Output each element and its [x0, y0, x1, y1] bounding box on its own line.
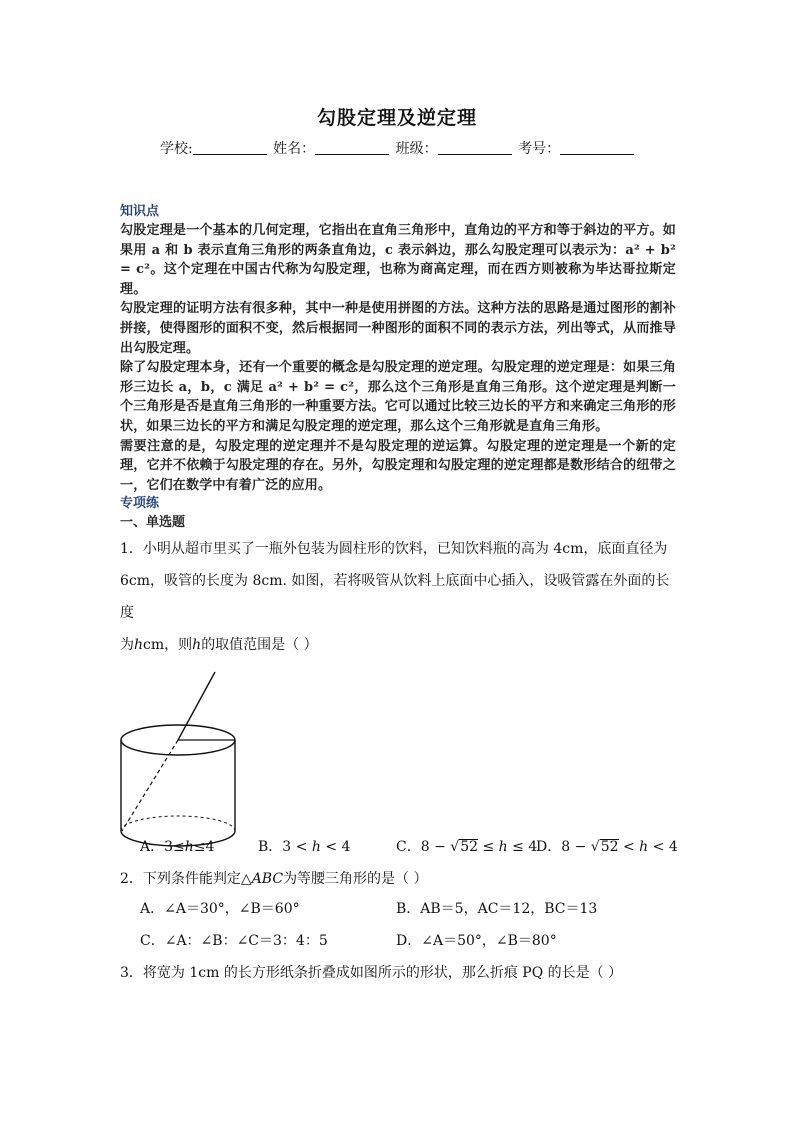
q2-option-b[interactable]: B．AB＝5，AC＝12，BC＝13 — [396, 901, 598, 918]
question-3 — [120, 958, 676, 988]
q1-text: 为 — [120, 637, 134, 654]
school-label: 学校: — [160, 141, 193, 157]
class-label: 班级： — [395, 141, 438, 157]
exam-number-blank[interactable] — [560, 140, 634, 155]
q1-var-h: h — [134, 637, 144, 654]
question-2-options-row-2 — [120, 926, 676, 956]
worksheet-content — [120, 203, 676, 988]
exam-number-label: 考号： — [518, 141, 561, 157]
knowledge-heading: 知识点 — [120, 204, 160, 219]
student-info-line — [160, 138, 636, 158]
q1-option-b[interactable]: B．3 < h < 4 — [258, 839, 351, 856]
question-1-line — [120, 629, 676, 661]
triangle-abc: △ABC — [240, 871, 284, 888]
sqrt-icon: √ — [590, 839, 600, 856]
q1-text: 的取值范围是（ ） — [201, 637, 318, 654]
q1-option-d[interactable]: D．8 − √52 < h < 4 — [536, 839, 678, 856]
q2-option-a[interactable]: A．∠A＝30°，∠B＝60° — [140, 901, 300, 918]
class-blank[interactable] — [438, 140, 512, 155]
question-2 — [120, 864, 676, 956]
cylinder-straw-figure — [112, 668, 252, 850]
cylinder-bottom-front — [121, 831, 235, 846]
practice-heading: 专项练 — [120, 496, 160, 512]
sqrt-icon: √ — [450, 839, 460, 856]
q1-var-h: h — [192, 637, 202, 654]
question-1-line: 6cm，吸管的长度为 8cm. 如图，若将吸管从饮料上底面中心插入，设吸管露在外面的长度 — [120, 573, 670, 622]
question-2-line: 2．下列条件能判定△ABC为等腰三角形的是（ ） — [120, 871, 428, 888]
page-title: 勾股定理及逆定理 — [316, 107, 477, 129]
radicand: 52 — [600, 839, 619, 856]
q2-option-c[interactable]: C．∠A：∠B：∠C＝3：4：5 — [140, 933, 328, 950]
question-3-line: 3．将宽为 1cm 的长方形纸条折叠成如图所示的形状，那么折痕 PQ 的长是（ ） — [120, 965, 623, 982]
radicand: 52 — [460, 839, 479, 856]
question-2-options-row-1 — [120, 894, 676, 924]
single-choice-heading: 一、单选题 — [120, 515, 186, 531]
q1-text: cm，则 — [143, 637, 193, 654]
name-blank[interactable] — [315, 140, 389, 155]
q1-option-a[interactable]: A．3≤h≤4 — [140, 839, 215, 856]
knowledge-paragraph: 需要注意的是，勾股定理的逆定理并不是勾股定理的逆运算。勾股定理的逆定理是一个新的定理，它并不依赖于勾股定理的存在。另外，勾股定理和勾股定理的逆定理都是数形结合的纽带之一，它们在数学中有着广泛的应用。 — [120, 438, 676, 493]
knowledge-paragraph: 除了勾股定理本身，还有一个重要的概念是勾股定理的逆定理。勾股定理的逆定理是：如果三角形三边长 a，b，c 满足 a² + b² = c²，那么这个三角形是直角三角形。这个逆定理是判断一个三角形是否是直角三角形的一种重要方法。它可以通过比较三边长的平方和来确定三角形的形状，如果三边长的平方和满足勾股定理的逆定理，那么这个三角形就是直角三角形。 — [120, 360, 676, 434]
straw-outside — [178, 672, 215, 740]
knowledge-paragraph: 勾股定理是一个基本的几何定理，它指出在直角三角形中，直角边的平方和等于斜边的平方。如果用 a 和 b 表示直角三角形的两条直角边，c 表示斜边，那么勾股定理可以表示为：a² + b² = c²。这个定理在中国古代称为勾股定理，也称为商高定理，而在西方则被称为毕达哥拉斯定理。 — [120, 223, 676, 297]
q2-option-d[interactable]: D．∠A＝50°，∠B＝80° — [396, 933, 557, 950]
knowledge-paragraph: 勾股定理的证明方法有很多种，其中一种是使用拼图的方法。这种方法的思路是通过图形的割补拼接，使得图形的面积不变，然后根据同一种图形的面积不同的表示方法，列出等式，从而推导出勾股定理。 — [120, 301, 676, 356]
q1-option-c[interactable]: C．8 − √52 ≤ h ≤ 4 — [396, 839, 538, 856]
question-1-line: 1．小明从超市里买了一瓶外包装为圆柱形的饮料，已知饮料瓶的高为 4cm，底面直径为 — [120, 541, 668, 558]
cylinder-bottom-back — [121, 816, 235, 831]
name-label: 姓名： — [273, 141, 316, 157]
school-blank[interactable] — [193, 140, 267, 155]
